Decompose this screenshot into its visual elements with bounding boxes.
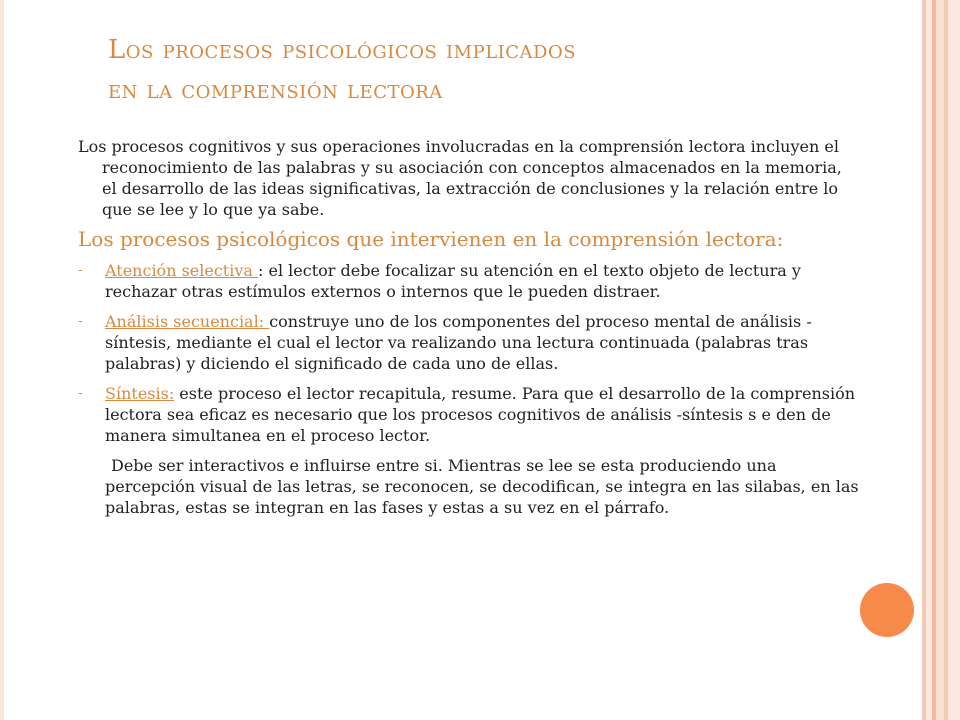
bullet-text: : el lector debe focalizar su atención en el texto objeto de lectura y rechazar otras estímulos externos o internos que le pueden distraer. xyxy=(105,261,801,301)
bullet-analisis-secuencial xyxy=(78,311,860,374)
intro-text: Los procesos cognitivos y sus operaciones involucradas en la comprensión lectora incluyen el reconocimiento de las palabras y su asociación con conceptos almacenados en la memoria, el desarrollo de las ideas significativas, la extracción de conclusiones y la relación entre lo que xyxy=(78,137,842,219)
intro-tail: se lee y lo que ya sabe. xyxy=(137,200,325,219)
orange-circle-decoration xyxy=(860,583,914,637)
bullet-text: este proceso el lector recapitula, resume. Para que el desarrollo de la comprensión lectora sea eficaz es necesario que los procesos cognitivos de análisis -síntesis s e den de manera simultanea en el proceso lector. xyxy=(105,384,856,445)
bullet-dash: - xyxy=(78,263,83,278)
bullet-dash: - xyxy=(78,314,83,329)
bullet-term: Análisis secuencial: xyxy=(105,312,270,331)
left-edge-stripe xyxy=(0,0,4,720)
intro-paragraph xyxy=(78,136,860,220)
slide-title-line-1: Los procesos psicológicos implicados xyxy=(108,35,577,65)
bullet-term: Síntesis: xyxy=(105,384,175,403)
section-subheading: Los procesos psicológicos que intervienen en la comprensión lectora: xyxy=(78,227,784,251)
slide-title xyxy=(108,30,888,110)
slide-title-line-2: en la comprensión lectora xyxy=(108,75,443,105)
slide-content xyxy=(78,136,860,518)
bullet-term: Atención selectiva xyxy=(105,261,259,280)
bullet-text: construye uno de los componentes del proceso mental de análisis -síntesis, mediante el cual el lector va realizando una lectura continuada (palabras tras palabras) y diciendo el significado de cada uno de ellas. xyxy=(105,312,812,373)
closing-paragraph: Debe ser interactivos e influirse entre si. Mientras se lee se esta produciendo una percepción visual de las letras, se reconocen, se decodifican, se integra en las silabas, en las palabras, estas se integran en las fases y estas a su vez en el párrafo. xyxy=(105,456,859,517)
bullet-dash: - xyxy=(78,386,83,401)
right-decorative-bands xyxy=(920,0,960,720)
bullet-sintesis xyxy=(78,383,860,446)
bullet-atencion-selectiva xyxy=(78,260,860,302)
